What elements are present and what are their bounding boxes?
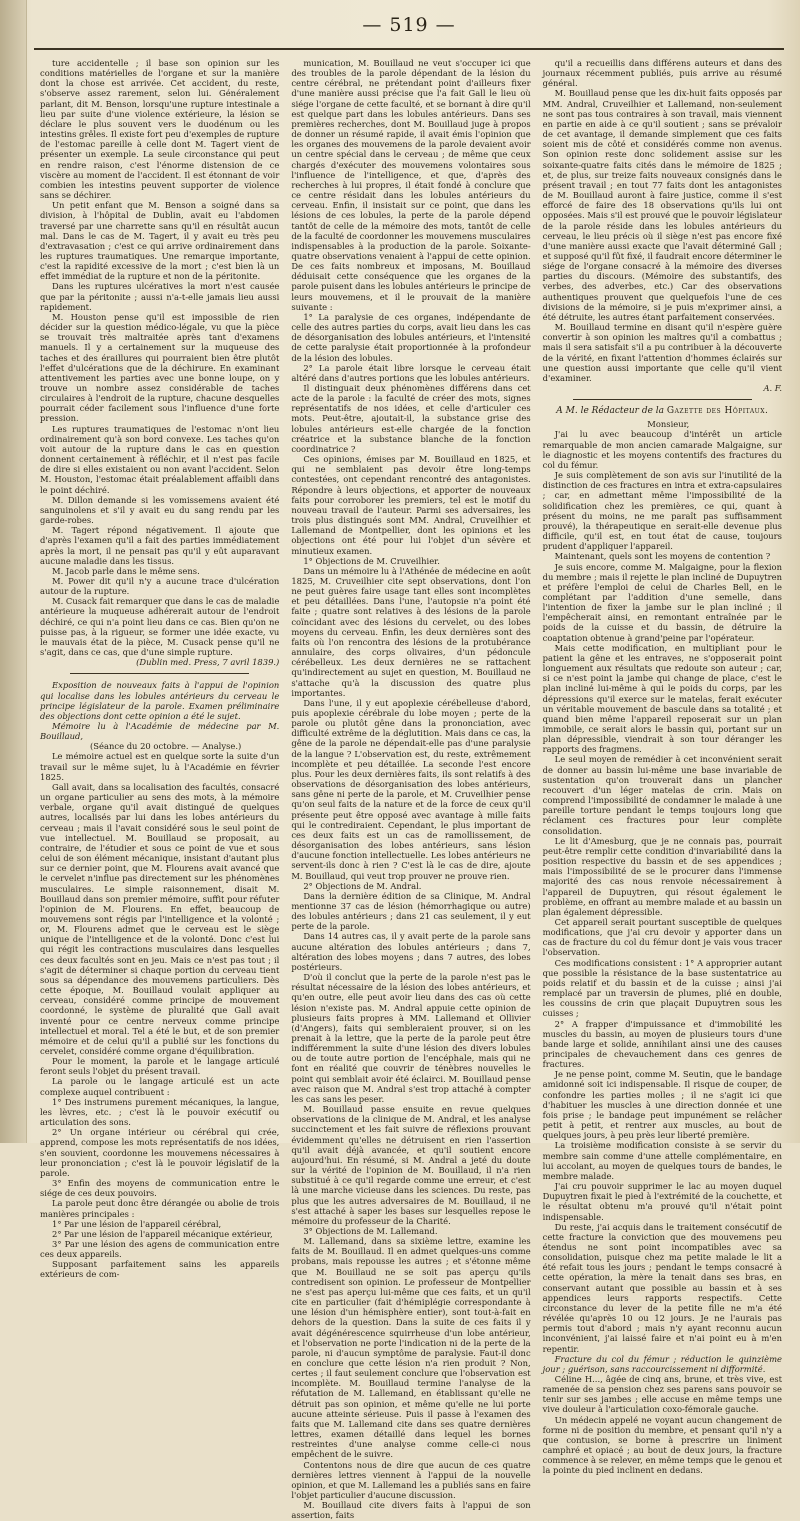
paragraph: M. Lallemand, dans sa sixième lettre, examine les faits de M. Bouillaud. Il en admet quelques-uns comme probans, mais repousse les autres ; et s'étonne même que M. Bouillaud ne se soit pas aperçu qu'ils contredisent son opinion. Le professeur de Montpellier ne s'est pas aperçu lui-même que ces faits, et un qu'il cite en particulier (fait d'hémiplégie correspondante à une lésion d'un hémisphère entier), sont tout-à-fait en dehors de la question. Dans la suite de ces faits il y avait dégénérescence squirrheuse d'un lobe antérieur, et l'observation ne porte l'indication ni de la perte de la parole, ni d'aucun symptôme de paralysie. Faut-il donc en conclure que cette lésion n'a rien produit ? Non, certes ; il faut seulement conclure que l'observation est incomplète. M. Bouillaud termine l'analyse de la réfutation de M. Lallemand, en établissant qu'elle ne détruit pas son opinion, et même qu'elle ne lui porte aucune atteinte sérieuse. Puis il passe à l'examen des faits que M. Lallemand cite dans ses quatre dernières lettres, examen détaillé dans lequel les bornes restreintes d'une analyse comme celle-ci nous empêchent de le suivre. xyxy=(291,1236,531,1460)
paragraph: M. Bouillaud pense que les dix-huit faits opposés par MM. Andral, Cruveilhier et Lallemand, non-seulement ne sont pas tous contraires à son travail, mais viennent en partie en aide à ce qu'il soutient ; sans se prévaloir de cet avantage, il demande simplement que ces faits soient mis de côté et considérés comme non avenus. Son opinion reste donc solidement assise sur les soixante-quatre faits cités dans le mémoire de 1825 ; et, de plus, sur treize faits nouveaux consignés dans le présent travail ; en tout 77 faits dont les antagonistes de M. Bouillaud auront à faire justice, comme il s'est efforcé de faire des 18 observations qu'ils lui ont opposées. Mais s'il est prouvé que le pouvoir législateur de la parole réside dans les lobules antérieurs du cerveau, le lieu précis où il siège n'est pas encore fixé d'une manière aussi exacte que l'avait déterminé Gall ; et supposé qu'il fût fixé, il faudrait encore déterminer le siége de l'organe consacré à la mémoire des diverses parties du discours. (Mémoire des substantifs, des verbes, des adverbes, etc.) Car des observations authentiques prouvent que quelquefois l'une de ces divisions de la mémoire, si je puis m'exprimer ainsi, a été détruite, les autres étant parfaitement conservées. xyxy=(542,88,782,322)
case-title: Fracture du col du fémur ; réduction le quinzième jour ; guérison, sans raccourcissement ni difformité. xyxy=(542,1353,782,1374)
paragraph: M. Bouillaud passe ensuite en revue quelques observations de la clinique de M. Andral, et les analyse succinctement et les fait suivre de réflexions prouvant évidemment qu'elles ne détruisent en rien l'assertion qu'il avait déjà avancée, et qu'il soutient encore aujourd'hui. En résumé, si M. Andral a jeté du doute sur la vérité de l'opinion de M. Bouillaud, il n'a rien substitué à ce qu'il regarde comme une erreur, et c'est là une marche vicieuse dans les sciences. Du reste, pas plus que les autres adversaires de M. Bouillaud, il ne s'est attaché à saper les bases sur lesquelles repose le mémoire du professeur de la Charité. xyxy=(291,1104,531,1226)
paragraph: M. Bouillaud cite divers faits à l'appui de son assertion, faits xyxy=(291,1500,531,1521)
paragraph: qu'il a recueillis dans différens auteurs et dans des journaux récemment publiés, puis arrive au résumé général. xyxy=(542,58,782,89)
article-title: Exposition de nouveaux faits à l'appui de l'opinion qui localise dans les lobules antérieurs du cerveau le principe législateur de la parole. Examen préliminaire des objections dont cette opinion a été le sujet. xyxy=(40,680,280,721)
memoir-session: (Séance du 20 octobre. — Analyse.) xyxy=(90,741,242,752)
paragraph: 1° La paralysie de ces organes, indépendante de celle des autres parties du corps, avait lieu dans les cas de désorganisation des lobules antérieurs, et l'intensité de cette paralysie était proportionnée à la profondeur de la lésion des lobules. xyxy=(291,311,531,363)
paragraph: Le lit d'Amesburg, que je ne connais pas, pourrait peut-être remplir cette condition d'invariabilité dans la position respective du bassin et de ses appendices ; mais l'impossibilité de se le procurer dans l'immense majorité des cas nous renvoie nécessairement à l'appareil de Dupuytren, qui résout également le problème, en offrant au membre malade et au bassin un plan également dépressible. xyxy=(542,835,782,917)
paragraph: Il distinguait deux phénomènes différens dans cet acte de la parole : la faculté de créer des mots, signes représentatifs de nos idées, et celle d'articuler ces mots. Peut-être, ajoutait-il, la substance grise des lobules antérieurs est-elle chargée de la fonction créatrice et la substance blanche de la fonction coordinatrice ? xyxy=(291,383,531,454)
paragraph: 2° Objections de M. Andral. xyxy=(303,880,422,891)
section-divider xyxy=(70,673,249,674)
paragraph: Dans les ruptures ulcératives la mort n'est causée que par la péritonite ; aussi n'a-t-elle jamais lieu aussi rapidement. xyxy=(40,281,280,312)
paragraph: Pour le moment, la parole et le langage articulé feront seuls l'objet du présent travail. xyxy=(40,1056,280,1077)
memoir-title: Mémoire lu à l'Académie de médecine par M. Bouillaud, xyxy=(40,721,280,742)
section-divider xyxy=(573,399,752,400)
paragraph: Dans 14 autres cas, il y avait perte de la parole sans aucune altération des lobules antérieurs ; dans 7, altération des lobes moyens ; dans 7 autres, des lobes postérieurs. xyxy=(291,931,531,972)
paragraph: D'où il conclut que la perte de la parole n'est pas le résultat nécessaire de la lésion des lobes antérieurs, et qu'en outre, elle peut avoir lieu dans des cas où cette lésion n'existe pas. M. Andral appuie cette opinion de plusieurs faits propres à MM. Lallemand et Ollivier (d'Angers), faits qui sembleraient prouver, si on les prenait à la lettre, que la perte de la parole peut être indifféremment la suite d'une lésion des divers lobules ou de toute autre portion de l'encéphale, mais qui ne font en réalité que couvrir de ténèbres nouvelles le point qui semblait avoir été éclairci. M. Bouillaud pense avec raison que M. Andral s'est trop attaché à compter les cas sans les peser. xyxy=(291,972,531,1104)
paragraph: ture accidentelle ; il base son opinion sur les conditions matérielles de l'organe et sur la manière dont la chose est arrivée. Cet accident, du reste, s'observe assez rarement, selon lui. Généralement parlant, dit M. Benson, lorsqu'une rupture intestinale a lieu par suite d'une violence extérieure, la lésion se déclare le plus souvent vers le duodénum ou les intestins grêles. Il existe fort peu d'exemples de rupture de l'estomac pareille à celle dont M. Tagert vient de présenter un exemple. La seule circonstance qui peut en rendre raison, c'est l'énorme distension de ce viscère au moment de l'accident. Il est étonnant de voir combien les intestins peuvent supporter de violence sans se déchirer. xyxy=(40,58,280,201)
paragraph: Un médecin appelé ne voyant aucun changement de forme ni de position du membre, et pensant qu'il n'y a que contusion, se borne à prescrire un liniment camphré et opiacé ; au bout de deux jours, la fracture commence à se relever, en même temps que le genou et la pointe du pied inclinent en dedans. xyxy=(542,1414,782,1476)
paragraph: 1° Objections de M. Cruveilhier. xyxy=(303,555,440,566)
paragraph: M. Houston pense qu'il est impossible de rien décider sur la question médico-légale, vu que la pièce se trouvait très maltraitée après tant d'examens manuels. Il y a certainement sur la muqueuse des taches et des éraillures qui pourraient bien être plutôt l'effet d'ulcérations que de la déchirure. En examinant attentivement les parties avec une bonne loupe, on y trouve un nombre assez considérable de taches circulaires à l'endroit de la rupture, chacune desquelles pourrait céder facilement sous l'influence d'une forte pression. xyxy=(40,311,280,424)
paragraph: La parole peut donc être dérangée ou abolie de trois manières principales : xyxy=(40,1198,280,1219)
author-signature: A. F. xyxy=(763,383,782,393)
paragraph: 3° Objections de M. Lallemand. xyxy=(303,1225,438,1236)
paragraph: Un petit enfant que M. Benson a soigné dans sa division, à l'hôpital de Dublin, avait eu l'abdomen traversé par une charrette sans qu'il en résultât aucun mal. Dans le cas de M. Tagert, il y avait eu très peu d'extravasation ; c'est ce qui arrive ordinairement dans les ruptures traumatiques. Une remarque importante, c'est la rapidité excessive de la mort ; c'est bien là un effet immédiat de la rupture et non de la péritonite. xyxy=(40,200,280,282)
paragraph: Les ruptures traumatiques de l'estomac n'ont lieu ordinairement qu'à son bord convexe. Les taches qu'on voit autour de la rupture dans le cas en question donnent certainement à réfléchir, et il n'est pas facile de dire si elles existaient ou non avant l'accident. Selon M. Houston, l'estomac était préalablement affaibli dans le point déchiré. xyxy=(40,423,280,495)
column-1 xyxy=(40,58,280,1280)
paragraph: Dans l'une, il y eut apoplexie cérébelleuse d'abord, puis apoplexie cérébrale du lobe moyen ; perte de la parole ou plutôt gêne dans la prononciation, avec difficulté extrême de la déglutition. Mais dans ce cas, la gêne de la parole ne dépendait-elle pas d'une paralysie de la langue ? L'observation est, du reste, extrêmement incomplète et peu détaillée. La seconde l'est encore plus. Pour les deux dernières faits, ils sont relatifs à des observations de désorganisation des lobes antérieurs, sans gêne ni perte de la parole, et M. Cruveilhier pense qu'on seul faits de la nature et de la force de ceux qu'il présente peut être opposé avec avantage à mille faits qui le contrediraient. Cependant, le plus important de ces deux faits est un cas de ramollissement, de désorganisation des lobes antérieurs, sans lésion d'aucune fonction intellectuelle. Les lobes antérieurs ne servent-ils donc à rien ? C'est là le cas de dire, ajoute M. Bouillaud, qui veut trop prouver ne prouve rien. xyxy=(291,697,531,881)
paragraph: 1° Par une lésion de l'appareil cérébral, xyxy=(52,1218,222,1229)
paragraph: 1° Des instrumens purement mécaniques, la langue, les lèvres, etc. ; c'est là le pouvoir exécutif ou articulation des sons. xyxy=(40,1096,280,1128)
text-columns xyxy=(40,58,782,1521)
salutation: Monsieur, xyxy=(647,419,690,430)
column-3 xyxy=(542,58,782,1476)
paragraph: 3° Par une lésion des agens de communication entre ces deux appareils. xyxy=(40,1238,280,1260)
paragraph: Contentons nous de dire que aucun de ces quatre dernières lettres viennent à l'appui de la nouvelle opinion, et que M. Lallemand les a publiés sans en faire l'objet particulier d'aucune discussion. xyxy=(291,1459,531,1501)
source-citation: (Dublin med. Press, 7 avril 1839.) xyxy=(136,657,280,668)
journal-name: Gazette des Hôpitaux. xyxy=(666,406,769,417)
paragraph: 2° Par une lésion de l'appareil mécanique extérieur, xyxy=(52,1228,273,1239)
paragraph: 3° Enfin des moyens de communication entre le siége de ces deux pouvoirs. xyxy=(40,1178,280,1199)
paragraph: 2° Un organe intérieur ou cérébral qui crée, apprend, compose les mots représentatifs de nos idées, s'en souvient, coordonne les mouvemens nécessaires à leur prononciation ; c'est là le pouvoir législatif de la parole. xyxy=(40,1127,280,1178)
paragraph: Ces opinions, émises par M. Bouillaud en 1825, et qui ne semblaient pas devoir être long-temps contestées, ont cependant rencontré des antagonistes. Répondre à leurs objections, et apporter de nouveaux faits pour corroborer les premiers, tel est le motif du nouveau travail de l'auteur. Parmi ses adversaires, les trois plus distingués sont MM. Andral, Cruveilhier et Lallemand de Montpellier, dont les opinions et les objections ont été pour lui l'objet d'un sévère et minutieux examen. xyxy=(291,454,531,556)
binding-margin xyxy=(0,0,27,1143)
paragraph: Je suis complètement de son avis sur l'inutilité de la distinction de ces fractures en intra et extra-capsulaires ; car, en admettant même l'impossibilité de la solidification chez les premières, ce qui, quant à présent du moins, ne me paraît pas suffisamment prouvé), la thérapeutique en serait-elle devenue plus difficile, qu'il est, en tout état de cause, toujours prudent d'appliquer l'appareil. xyxy=(542,470,782,552)
paragraph: Dans la dernière édition de sa Clinique, M. Andral mentionne 37 cas de lésion (hémorrhagique ou autre) des lobules antérieurs ; dans 21 cas seulement, il y eut perte de la parole. xyxy=(291,890,531,932)
paragraph: Le mémoire actuel est en quelque sorte la suite d'un travail sur le même sujet, lu à l'Académie en février 1825. xyxy=(40,751,280,782)
paragraph: Supposant parfaitement sains les appareils extérieurs de com- xyxy=(40,1259,280,1280)
column-2 xyxy=(291,58,531,1521)
paragraph: Le seul moyen de remédier à cet inconvénient serait de donner au bassin lui-même une base invariable de sustentation qu'on trouverait dans un plancher recouvert d'un léger matelas de crin. Mais on comprend l'impossibilité de condamner le malade à une pareille torture pendant le temps toujours long que réclament ces fractures pour leur complète consolidation. xyxy=(542,754,782,836)
paragraph: Dans un mémoire lu à l'Athénée de médecine en août 1825, M. Cruveilhier cite sept observations, dont l'on ne peut guères faire usage tant elles sont incomplètes et peu détaillées. Dans l'une, l'autopsie n'a point été faite ; quatre sont relatives à des lésions de la parole coïncidant avec des lésions du cervelet, ou des lobes moyens du cerveau. Enfin, les deux dernières sont des faits où l'on rencontra des lésions de la protubérance annulaire, des corps olivaires, d'un pédoncule cérébelleux. Les deux dernières ne se rattachent qu'indirectement au sujet en question, M. Bouillaud ne s'attache qu'à la discussion des quatre plus importantes. xyxy=(291,565,531,698)
paragraph: Gall avait, dans sa localisation des facultés, consacré un organe particulier au sens des mots, à la mémoire verbale, organe qu'il avait distingué de quelques autres, localisés par lui dans les lobes antérieurs du cerveau ; mais il l'avait considéré sous le seul point de vue intellectuel. M. Bouillaud se proposait, au contraire, de l'étudier et sous ce point de vue et sous celui de son élément mécanique, insistant d'autant plus sur ce dernier point, que M. Flourens avait avancé que le cervelet n'influe pas directement sur les phénomènes musculaires. Le simple raisonnement, disait M. Bouillaud dans son premier mémoire, suffit pour réfuter l'opinion de M. Flourens. En effet, beaucoup de mouvemens sont régis par l'intelligence et la volonté ; or, M. Flourens admet que le cerveau est le siège unique de l'intelligence et de la volonté. Donc c'est lui qui régit les contractions musculaires dans lesquelles ces deux facultés sont en jeu. Mais ce n'est pas tout ; il s'agit de déterminer si chaque portion du cerveau tient sous sa dépendance des mouvemens particuliers. Dès cette époque, M. Bouillaud voulait appliquer au cerveau, considéré comme principe de mouvement coordonné, le système de pluralité que Gall avait inventé pour ce centre nerveux comme principe intellectuel et moral. Tel a été le but, et de son premier mémoire et de celui qu'il a publié sur les fonctions du cervelet, considéré comme organe d'équilibration. xyxy=(40,781,280,1056)
paragraph: M. Tagert répond négativement. Il ajoute que d'après l'examen qu'il a fait des parties immédiatement après la mort, il ne pensait pas qu'il y eût auparavant aucune maladie dans les tissus. xyxy=(40,525,280,566)
paragraph: Mais cette modification, en multipliant pour le patient la gêne et les entraves, ne s'opposerait point longuement aux résultats que redoute son auteur ; car, si ce n'est point la jambe qui change de place, c'est le plan incliné lui-même à qui le poids du corps, par les dépressions qu'il exerce sur le matelas, ferait exécuter un véritable mouvement de bascule dans sa totalité ; et quand bien même l'appareil reposerait sur un plan immobile, ce serait alors le bassin qui, portant sur un plan dépressible, viendrait à son tour déranger les rapports des fragmens. xyxy=(542,642,782,755)
paragraph: Céline H..., âgée de cinq ans, brune, et très vive, est ramenée de sa pension chez ses parens sans pouvoir se tenir sur ses jambes ; elle accuse en même temps une vive douleur à l'articulation coxo-fémorale gauche. xyxy=(542,1374,782,1415)
paragraph: M. Cusack fait remarquer que dans le cas de maladie antérieure la muqueuse adhérerait autour de l'endroit déchiré, ce qui n'a point lieu dans ce cas. Bien qu'on ne puisse pas, à la rigueur, se former une idée exacte, vu le mauvais état de la pièce, M. Cusack pense qu'il ne s'agit, dans ce cas, que d'une simple rupture. xyxy=(40,596,280,658)
paragraph: Ces modifications consistent : 1° A approprier autant que possible la résistance de la base sustentatrice au poids relatif et du bassin et de la cuisse ; ainsi j'ai remplacé par un traversin de plumes, plié en double, les coussins de crin que plaçait Dupuytren sous les cuisses ; xyxy=(542,957,782,1019)
paragraph: M. Bouillaud termine en disant qu'il n'espère guère convertir à son opinion les maîtres qu'il a combattus ; mais il sera satisfait s'il a pu contribuer à la découverte de la vérité, en fixant l'attention d'hommes éclairés sur une question aussi importante que celle qu'il vient d'examiner. xyxy=(542,322,782,383)
paragraph: 2° A frapper d'impuissance et d'immobilité les muscles du bassin, au moyen de plusieurs tours d'une bande large et solide, annihilant ainsi une des causes principales de chevauchement dans ces genres de fractures. xyxy=(542,1018,782,1070)
paragraph: munication, M. Bouillaud ne veut s'occuper ici que des troubles de la parole dépendant de la lésion du centre cérébral, ne prétendant point d'ailleurs fixer d'une manière aussi précise que l'a fait Gall le lieu où siége l'organe de cette faculté, et se bornant à dire qu'il est quelque part dans les lobules antérieurs. Dans ses premières recherches, dont M. Bouillaud juge à propos de donner un résumé rapide, il avait émis l'opinion que les organes des mouvemens de la parole devaient avoir un centre spécial dans le cerveau ; de même que ceux chargés d'exécuter des mouvemens volontaires sous l'influence de l'intelligence, et que, d'après des recherches à lui propres, il était fondé à conclure que ce centre résidait dans les lobules antérieurs du cerveau. Enfin, il insistait sur ce point, que dans les lésions de ces lobules, la perte de la parole dépend tantôt de celle de la mémoire des mots, tantôt de celle de la faculté de coordonner les mouvemens musculaires indispensables à la production de la parole. Soixante-quatre observations venaient à l'appui de cette opinion. De ces faits nombreux et imposans, M. Bouillaud déduisait cette conséquence que les organes de la parole puisent dans les lobules antérieurs le principe de leurs mouvemens, et il le prouvait de la manière suivante : xyxy=(291,58,531,312)
paragraph: M. Jacob parle dans le même sens. xyxy=(52,565,200,576)
paragraph: 2° La parole était libre lorsque le cerveau était altéré dans d'autres portions que les lobules antérieurs. xyxy=(291,362,531,383)
letter-heading xyxy=(543,406,782,416)
paragraph: J'ai lu avec beaucoup d'intérêt un article remarquable de mon ancien camarade Malgaigne, sur le diagnostic et les moyens contentifs des fractures du col du fémur. xyxy=(542,429,782,470)
paragraph: Cet appareil serait pourtant susceptible de quelques modifications, que j'ai cru devoir y apporter dans un cas de fracture du col du fémur dont je vais vous tracer l'observation. xyxy=(542,916,782,958)
page-header xyxy=(34,8,784,52)
paragraph: M. Dillon demande si les vomissemens avaient été sanguinolens et s'il y avait eu du sang rendu par les garde-robes. xyxy=(40,494,280,526)
page-number: — 519 — xyxy=(362,14,456,36)
paragraph: Je suis encore, comme M. Malgaigne, pour la flexion du membre ; mais il rejette le plan incliné de Dupuytren et préfère l'emploi de celui de Charles Bell, en le complétant par l'addition d'une semelle, dans l'intention de fixer la jambe sur le plan incliné ; il l'empêcherait ainsi, en remontant entraînée par le poids de la cuisse et du bassin, de détruire la coaptation obtenue à grand'peine par l'opérateur. xyxy=(542,561,782,643)
paragraph: J'ai cru pouvoir supprimer le lac au moyen duquel Dupuytren fixait le pied à l'extrémité de la couchette, et le résultat obtenu m'a prouvé qu'il n'était point indispensable. xyxy=(542,1181,782,1222)
paragraph: Du reste, j'ai acquis dans le traitement consécutif de cette fracture la conviction que des mouvemens peu étendus ne sont point incompatibles avec sa consolidation, puisque chez ma petite malade le lit a été refait tous les jours ; pendant le temps consacré à cette opération, la mère la tenait dans ses bras, en conservant autant que possible au bassin et à ses appendices leurs rapports respectifs. Cette circonstance du lever de la petite fille ne m'a été révélée qu'après 10 ou 12 jours. Je ne l'aurais pas permis tout d'abord ; mais n'y ayant reconnu aucun inconvénient, j'ai laissé faire et n'ai point eu à m'en repentir. xyxy=(542,1221,782,1354)
paragraph: Je ne pense point, comme M. Seutin, que le bandage amidonné soit ici indispensable. Il risque de couper, de confondre les parties molles ; il ne s'agit ici que d'habituer les muscles à une direction donnée et une fois prise ; le bandage peut impunément se relâcher petit à petit, et rentrer aux muscles, au bout de quelques jours, à peu près leur liberté première. xyxy=(542,1069,782,1141)
paragraph: M. Power dit qu'il n'y a aucune trace d'ulcération autour de la rupture. xyxy=(40,575,280,597)
paragraph: La troisième modification consiste à se servir du membre sain comme d'une attelle complémentaire, en lui accolant, au moyen de quelques tours de bandes, le membre malade. xyxy=(542,1140,782,1181)
letter-heading-prefix: A M. le Rédacteur de la xyxy=(556,406,665,417)
paragraph: Maintenant, quels sont les moyens de contention ? xyxy=(554,551,771,562)
header-rule xyxy=(34,48,784,50)
paragraph: La parole ou le langage articulé est un acte complexe auquel contribuent : xyxy=(40,1076,280,1097)
